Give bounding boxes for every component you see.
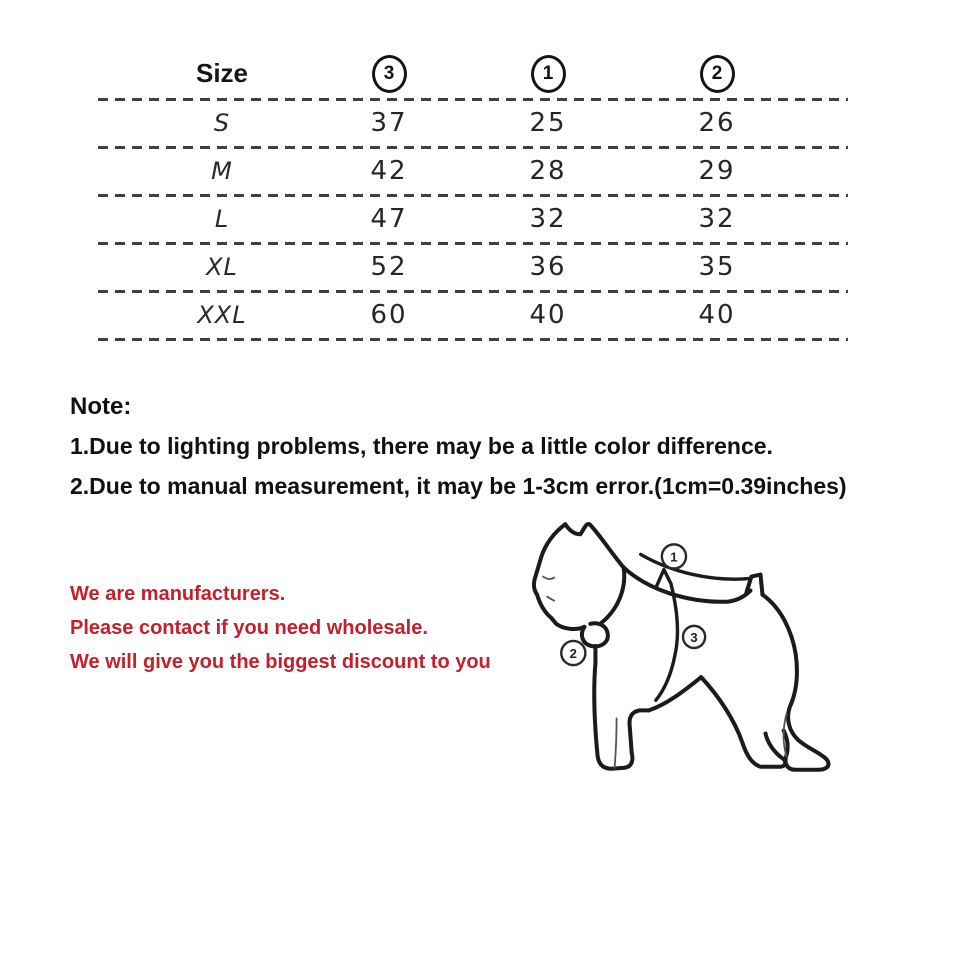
value-cell: 40 xyxy=(698,300,736,330)
note-item: 1.Due to lighting problems, there may be a little color difference. xyxy=(70,433,773,459)
marker-2-number: 2 xyxy=(569,646,577,662)
size-column-header: Size xyxy=(195,58,249,88)
size-table-header-row xyxy=(98,48,848,98)
value-cell: 52 xyxy=(370,252,408,282)
note-title: Note: xyxy=(70,393,132,420)
value-cell: 42 xyxy=(370,156,408,186)
table-row-s xyxy=(98,101,848,146)
marker-3 xyxy=(683,626,705,648)
measure-column-header-2 xyxy=(632,48,802,98)
circled-2-icon: 2 xyxy=(700,55,735,93)
dashed-divider xyxy=(98,338,848,341)
circled-3-icon: 3 xyxy=(372,55,407,93)
dog-beard-line xyxy=(547,597,554,601)
table-row-xl xyxy=(98,245,848,290)
marker-3-number: 3 xyxy=(690,629,698,645)
value-cell: 35 xyxy=(698,252,736,282)
measure-column-header-1 xyxy=(463,48,633,98)
note-section xyxy=(70,392,950,512)
dog-rear-leg-far xyxy=(762,595,828,770)
size-cell: XL xyxy=(206,253,238,281)
dog-brow-line xyxy=(543,577,554,579)
value-cell: 32 xyxy=(698,204,736,234)
wholesale-line: We will give you the biggest discount to you xyxy=(70,651,491,673)
dog-neck-curve xyxy=(601,568,624,623)
size-cell: M xyxy=(211,157,233,185)
dog-front-leg xyxy=(594,663,649,769)
value-cell: 25 xyxy=(529,108,567,138)
table-row-xxl xyxy=(98,293,848,338)
dog-head-outline xyxy=(565,524,623,568)
size-table xyxy=(98,48,848,341)
measure-column-header-3 xyxy=(304,48,474,98)
value-cell: 29 xyxy=(698,156,736,186)
dog-face-outline xyxy=(534,524,584,629)
value-cell: 60 xyxy=(370,300,408,330)
size-cell: L xyxy=(214,205,230,233)
marker-2 xyxy=(561,641,585,665)
value-cell: 40 xyxy=(529,300,567,330)
circled-1-icon: 1 xyxy=(531,55,566,93)
value-cell: 26 xyxy=(698,108,736,138)
table-row-m xyxy=(98,149,848,194)
value-cell: 32 xyxy=(529,204,567,234)
marker-1-number: 1 xyxy=(670,549,678,565)
size-cell: XXL xyxy=(197,301,247,329)
value-cell: 47 xyxy=(370,204,408,234)
dog-belly-line xyxy=(649,677,701,710)
dog-front-leg-inner-line xyxy=(615,718,617,767)
dog-chin-loop xyxy=(582,623,608,646)
dog-measurement-diagram xyxy=(523,512,845,784)
marker-1 xyxy=(662,544,686,568)
back-length-curve xyxy=(641,554,749,579)
dog-rear-leg-near xyxy=(701,677,785,767)
wholesale-line: We are manufacturers. xyxy=(70,583,286,605)
wholesale-line: Please contact if you need wholesale. xyxy=(70,617,428,639)
table-row-l xyxy=(98,197,848,242)
value-cell: 28 xyxy=(529,156,567,186)
value-cell: 37 xyxy=(370,108,408,138)
size-cell: S xyxy=(213,109,231,137)
value-cell: 36 xyxy=(529,252,567,282)
note-item: 2.Due to manual measurement, it may be 1-3cm error.(1cm=0.39inches) xyxy=(70,473,847,499)
wholesale-notice xyxy=(70,582,590,684)
